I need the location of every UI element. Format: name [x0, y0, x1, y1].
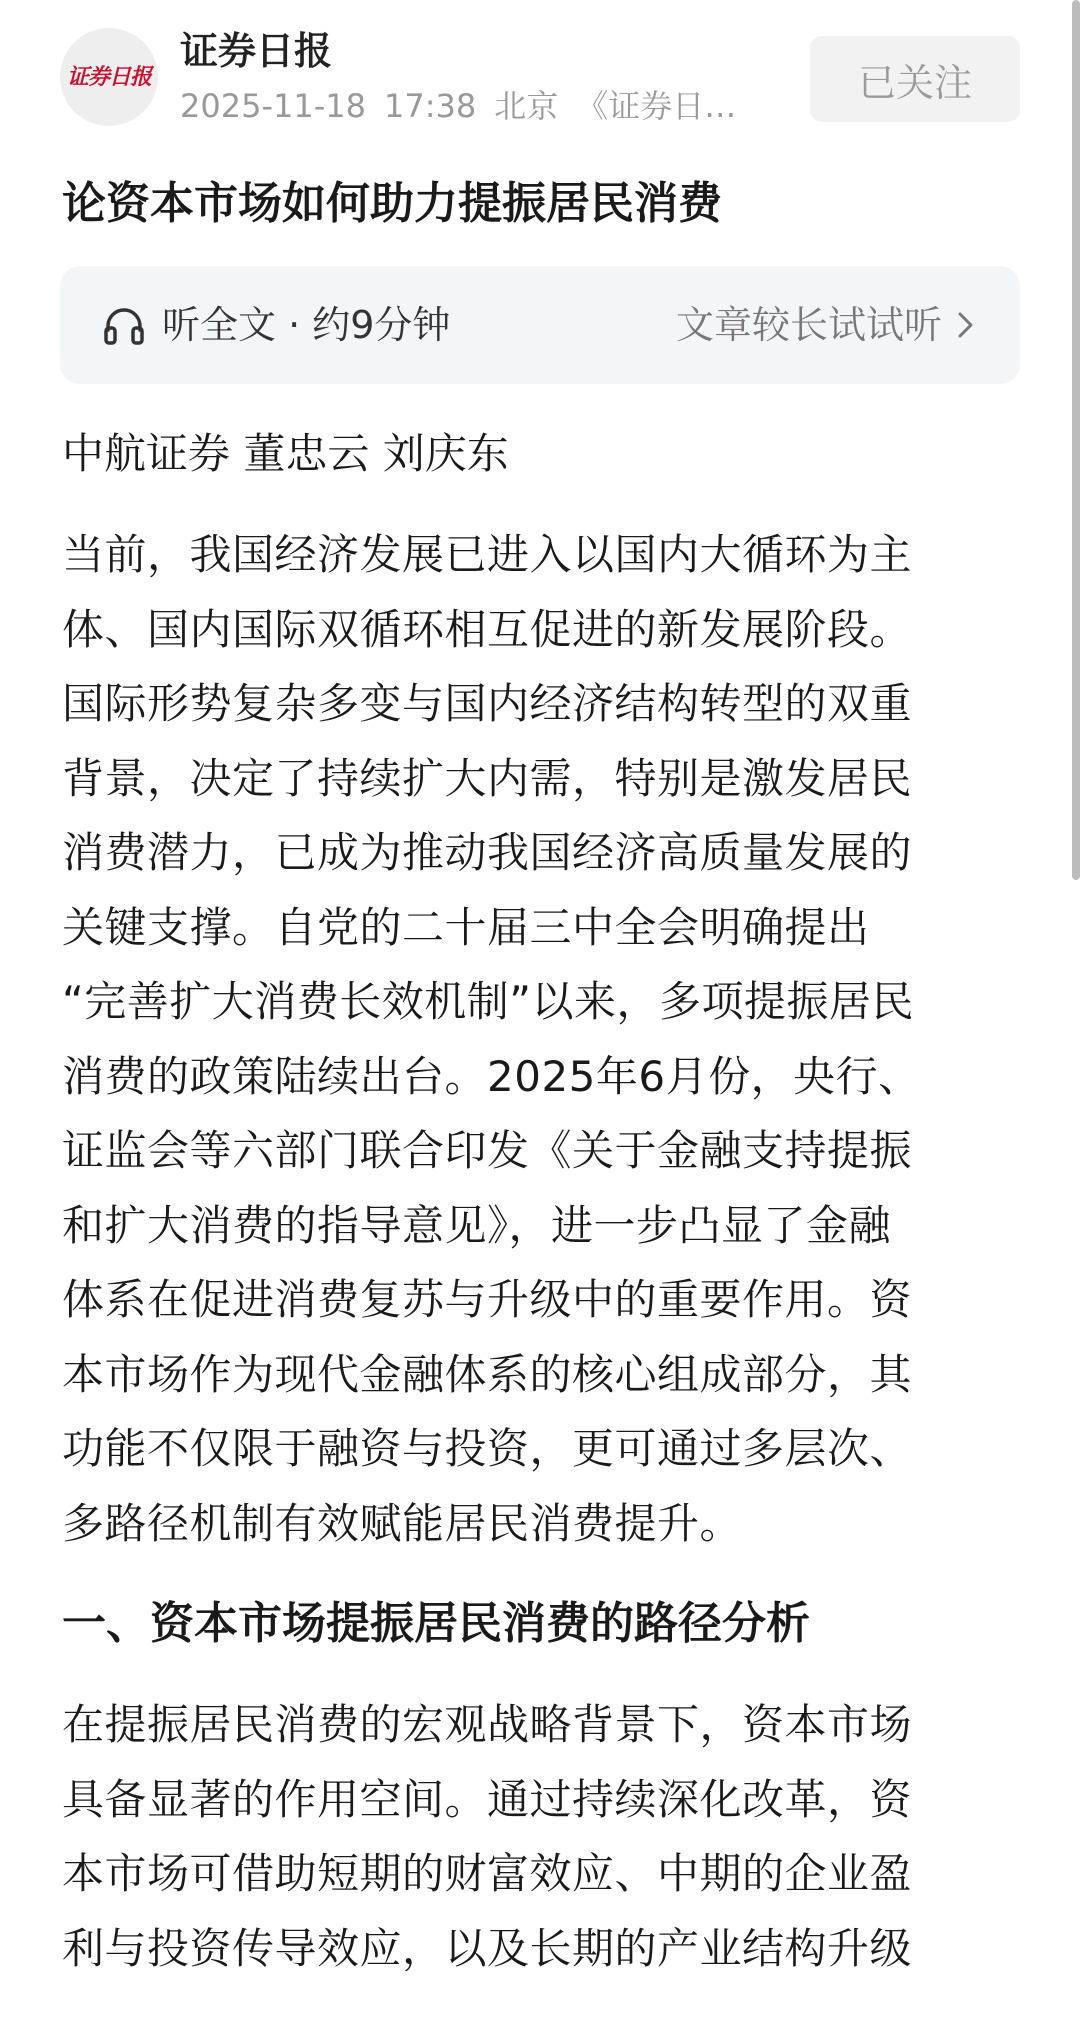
- publish-date: 2025-11-18: [180, 87, 366, 125]
- paragraph-line: 国际形势复杂多变与国内经济结构转型的双重: [62, 679, 913, 728]
- publish-meta: [180, 84, 760, 128]
- paragraph-line: 关键支撑。自党的二十届三中全会明确提出: [62, 902, 870, 952]
- avatar-logo-text: 证券日报: [66, 64, 151, 90]
- brand-logo: [67, 66, 151, 88]
- paragraph-line: 消费的政策陆续出台。2025年6月份，央行、: [62, 1051, 921, 1101]
- paragraph-line: 体、国内国际双循环相互促进的新发展阶段。: [62, 604, 913, 654]
- listen-hint: 文章较长试试听: [675, 303, 942, 347]
- author-header: [60, 28, 1020, 128]
- paragraph-line: 背景，决定了持续扩大内需，特别是激发居民: [62, 753, 913, 803]
- paragraph-line: 利与投资传导效应，以及长期的产业结构升级: [62, 1923, 913, 1973]
- article-paragraph-1: [62, 518, 1022, 1561]
- listen-full-text-bar[interactable]: [60, 266, 1020, 384]
- headphone-icon: [102, 304, 146, 348]
- chevron-right-icon: [954, 310, 978, 340]
- paragraph-line: 本市场可借助短期的财富效应、中期的企业盈: [62, 1849, 913, 1898]
- paragraph-line: 和扩大消费的指导意见》，进一步凸显了金融: [62, 1200, 892, 1250]
- paragraph-line: “完善扩大消费长效机制”以来，多项提振居民: [62, 977, 915, 1026]
- paragraph-line: 多路径机制有效赋能居民消费提升。: [62, 1498, 743, 1548]
- publish-time: 17:38: [383, 87, 477, 125]
- follow-button[interactable]: 已关注: [810, 36, 1020, 122]
- avatar[interactable]: [60, 28, 158, 126]
- author-name[interactable]: 证券日报: [180, 29, 333, 73]
- publish-source: 《证券日…: [576, 87, 737, 125]
- listen-label: 听全文 · 约9分钟: [162, 303, 451, 347]
- article-title: 论资本市场如何助力提振居民消费: [62, 178, 722, 229]
- paragraph-line: 证监会等六部门联合印发《关于金融支持提振: [62, 1126, 913, 1175]
- paragraph-line: 当前，我国经济发展已进入以国内大循环为主: [62, 530, 913, 579]
- paragraph-line: 本市场作为现代金融体系的核心组成部分，其: [62, 1349, 913, 1399]
- paragraph-line: 消费潜力，已成为推动我国经济高质量发展的: [62, 828, 913, 877]
- paragraph-line: 在提振居民消费的宏观战略背景下，资本市场: [62, 1700, 913, 1749]
- article-paragraph-2: [62, 1688, 1022, 1986]
- section-heading: 一、资本市场提振居民消费的路径分析: [62, 1598, 810, 1649]
- paragraph-line: 具备显著的作用空间。通过持续深化改革，资: [62, 1774, 913, 1824]
- article-byline: 中航证券 董忠云 刘庆东: [62, 429, 509, 478]
- scrollbar[interactable]: [1072, 0, 1080, 880]
- paragraph-line: 体系在促进消费复苏与升级中的重要作用。资: [62, 1275, 913, 1324]
- publish-location: 北京: [494, 87, 559, 125]
- paragraph-line: 功能不仅限于融资与投资，更可通过多层次、: [62, 1424, 913, 1473]
